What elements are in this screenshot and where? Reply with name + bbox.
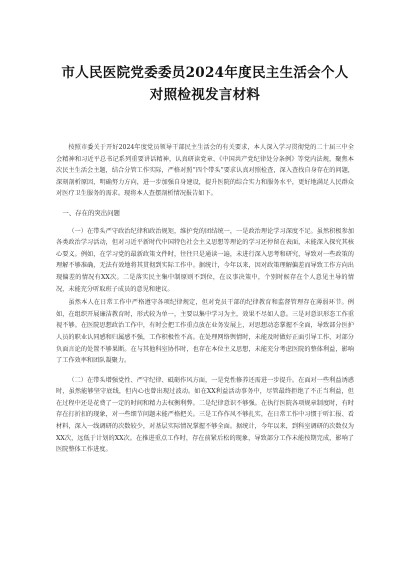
document-title: 市人民医院党委委员2024年度民主生活会个人对照检视发言材料 — [61, 65, 349, 103]
body-paragraph: （二）在带头增强党性、严守纪律、砥砺作风方面，一是党性修养还需进一步提升。在面对一些利益诱惑时，虽然能够坚守底线，但内心也曾出现过波动。如在XX利益活动事务中，尽管最终拒绝了不正当利益，但在过程中还是花费了一定的时间和精力去权衡利弊。二是纪律意识不够强。在执行医院各项规章制度时，有时存在打折扣的现象，对一些细节问题未能严格把关。三是工作作风不够扎实，在日常工作中习惯于听汇报、看材料，深入一线调研的次数较少，对基层实际情况掌握不够全面。据统计，今年以来，到科室调研的次数仅为XX次，远低于计划的XX次。在推进重点工作时，存在前紧后松的现象，导致部分工作未能按期完成，影响了医院整体工作进度。 — [56, 376, 354, 454]
body-paragraph: 虽然本人在日常工作中严格遵守各项纪律规定，但对党员干部的纪律教育和监督管理存在薄弱环节。例如，在组织开展廉洁教育时，形式较为单一，主要以集中学习为主，效果不尽如人意。三是对意识形态工作重视不够。在医院思想政治工作中，有时会把工作重点放在业务发展上，对思想动态掌握不全面，导致部分医护人员的职业认同感和归属感不强，工作积极性不高。在处理网络舆情时，未能及时做好正面引导工作，对部分负面言论的处置不够果断。在与其他科室协作时，也存在本位主义思想，未能充分考虑医院的整体利益，影响了工作效率和团队凝聚力。 — [56, 299, 354, 365]
body-paragraph: （一）在带头严守政治纪律和政治规矩，维护党的团结统一，一是政治理论学习深度不足。虽然积极参加各类政治学习活动，但对习近平新时代中国特色社会主义思想等理论的学习还停留在表面，未能深入探究其核心要义。例如，在学习党的最新政策文件时，往往只是通读一遍，未进行深入思考和研究，导致对一些政策的理解不够准确，无法有效地将其贯彻到实际工作中。据统计，今年以来，因对政策理解偏差而导致工作方向出现偏差的情况有XX次。二是落实民主集中制原则不到位，在议事决策中，个别时候存在个人意见主导的情况，未能充分听取班子成员的意见和建议。 — [56, 227, 354, 293]
document-body — [56, 142, 354, 458]
intro-paragraph: 按照市委关于开好2024年度党员领导干部民主生活会的有关要求，本人深入学习贯彻党的二十届三中全会精神和习近平总书记系列重要讲话精神，认真研读党章、《中国共产党纪律处分条例》等党内法规，聚焦本次民主生活会主题，结合分管工作实际，严格对照“四个带头”要求认真对照检查，深入查找自身存在的问题，深刻剖析原因，明确努力方向，进一步加强自身建设，提升医院的综合实力和服务水平，更好地满足人民群众对医疗卫生服务的需求。现将本人查摆剖析情况报告如下。 — [56, 144, 354, 198]
section-heading: 一、存在的突出问题 — [62, 208, 120, 217]
